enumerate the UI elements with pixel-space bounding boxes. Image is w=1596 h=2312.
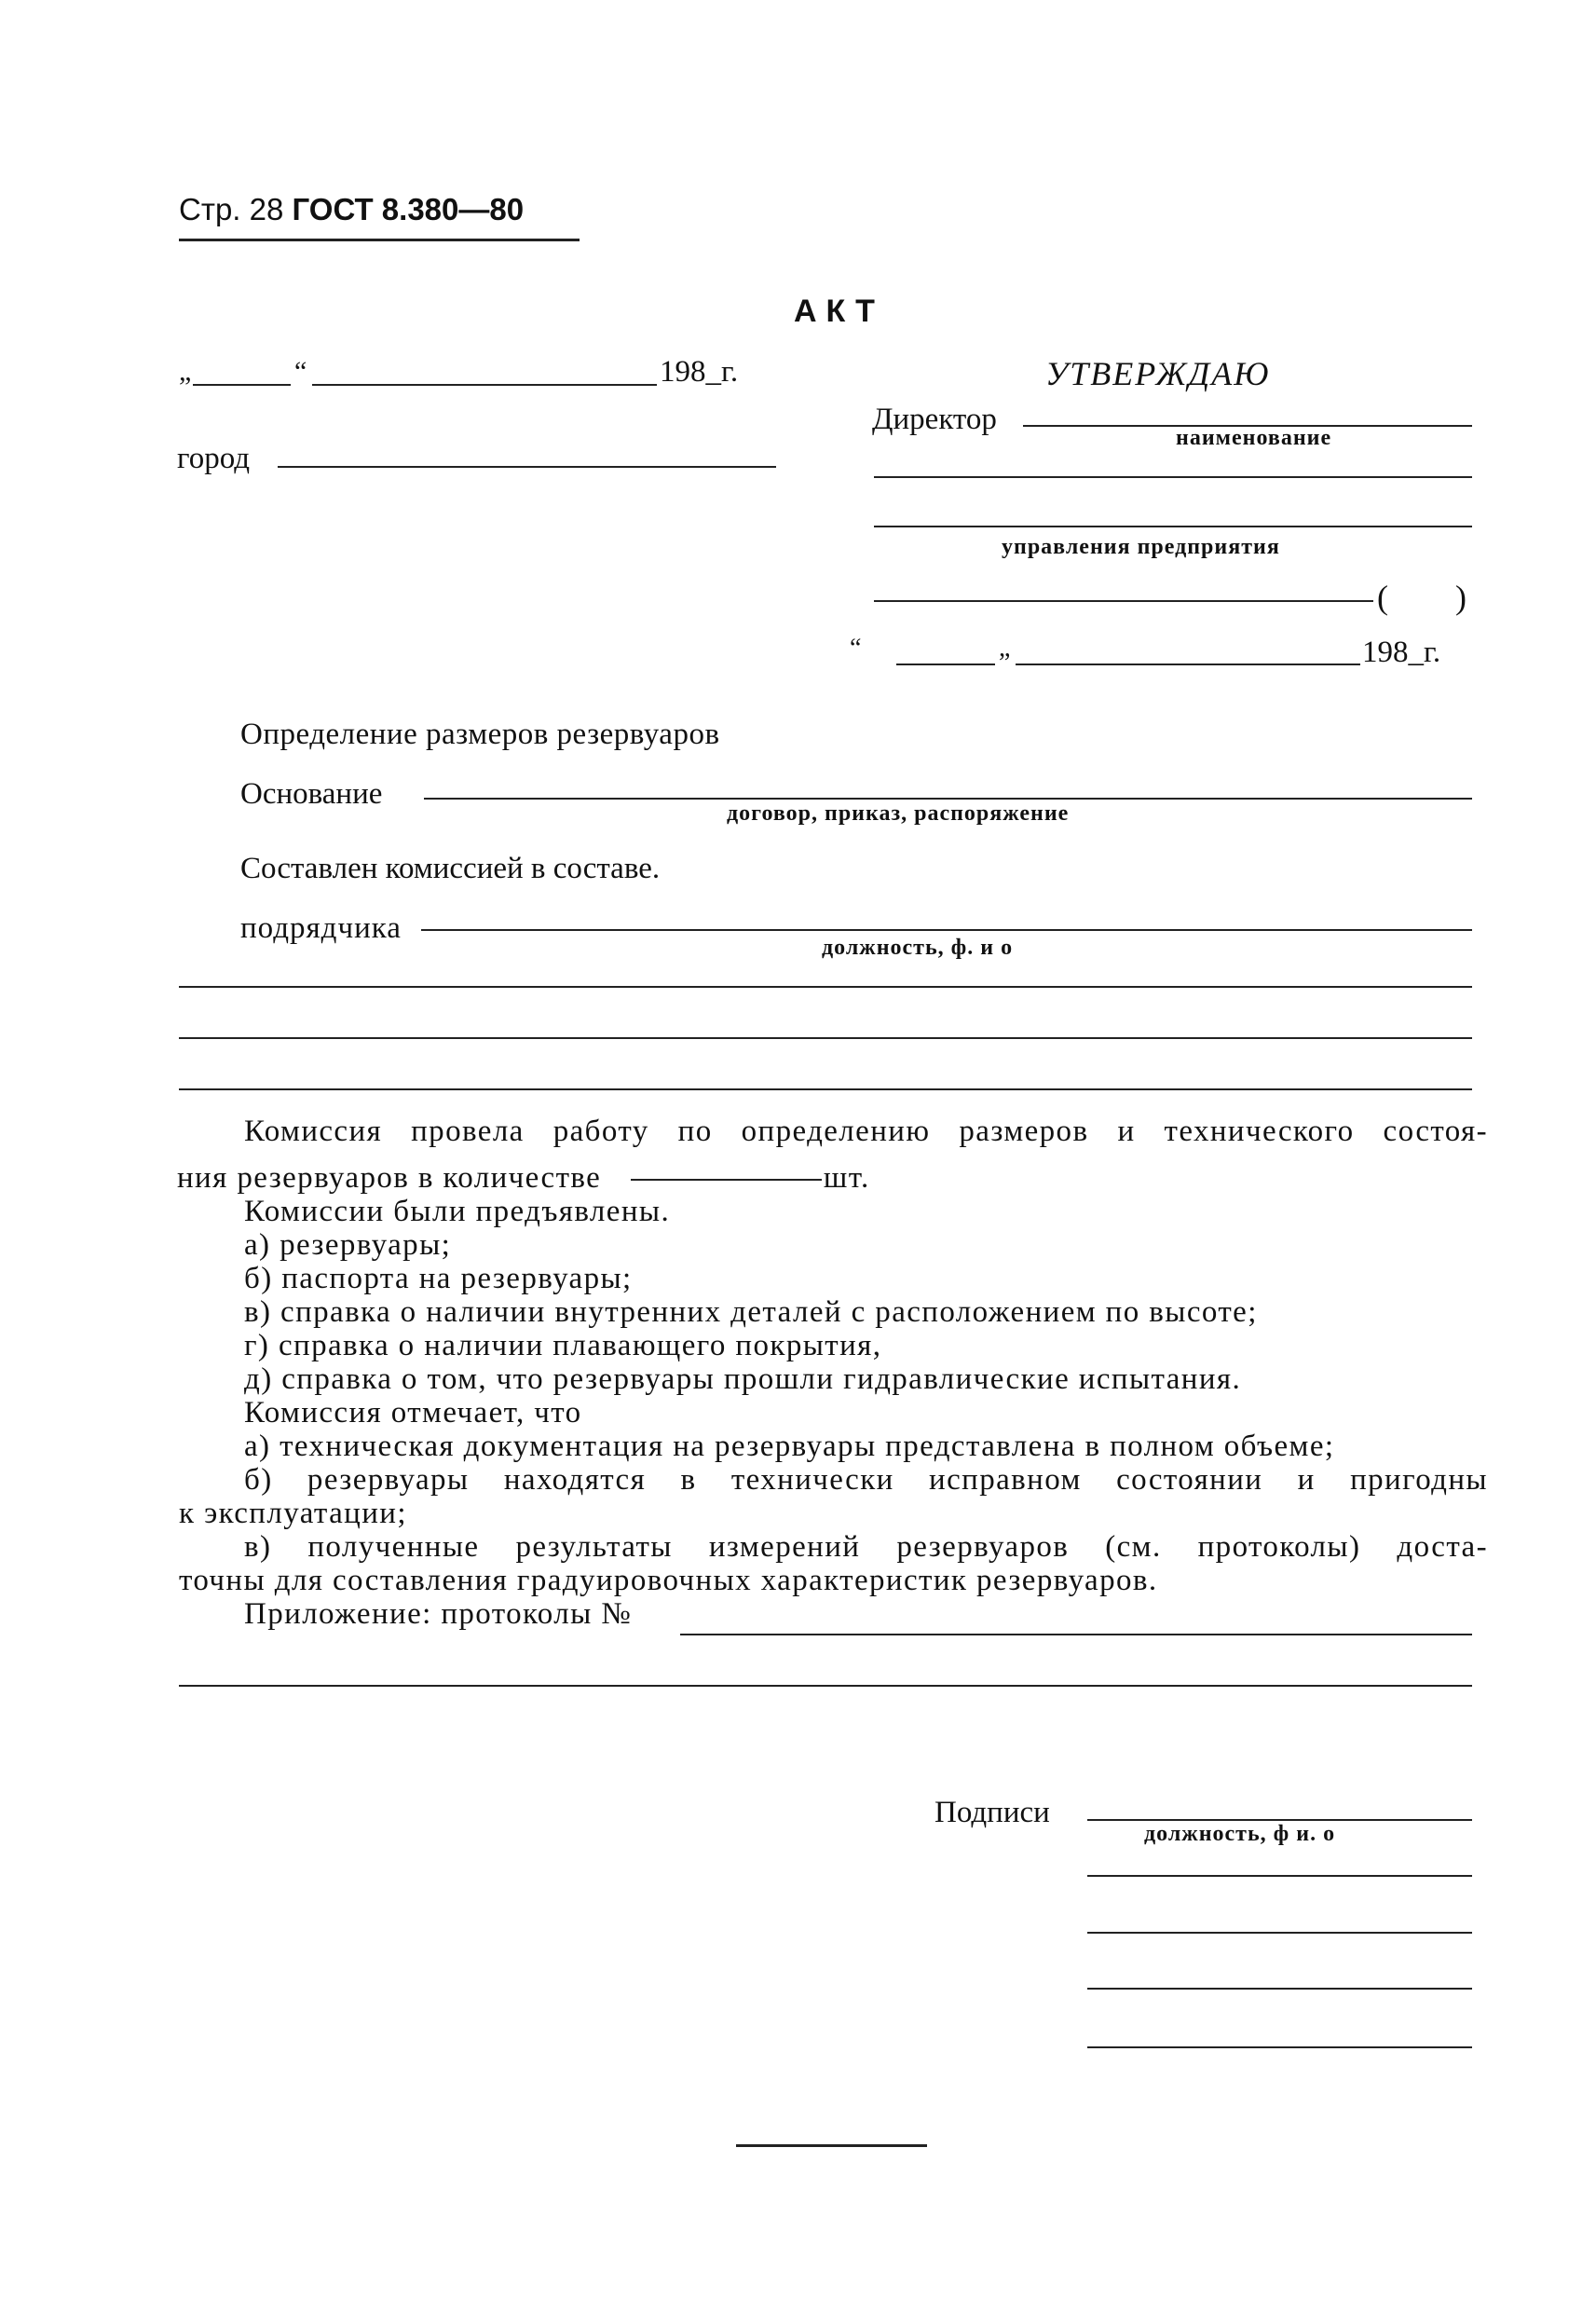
paren-open: ( xyxy=(1377,579,1388,616)
header-underline xyxy=(179,239,580,241)
signature-line-2[interactable] xyxy=(1087,1875,1472,1877)
presented-item-c: в) справка о наличии внутренних деталей с расположением по высоте; xyxy=(244,1295,1258,1329)
approve-date-year: 198_г. xyxy=(1362,636,1441,669)
date-open-quote: „ xyxy=(179,356,192,387)
signature-line-5[interactable] xyxy=(1087,2046,1472,2048)
note-c-line-2: точны для составления градуировочных характеристик резервуаров. xyxy=(179,1564,1158,1597)
director-label: Директор xyxy=(872,403,997,436)
city-line[interactable] xyxy=(278,466,776,468)
signature-line[interactable] xyxy=(874,600,1373,602)
signature-line-3[interactable] xyxy=(1087,1932,1472,1934)
body-line-1: Комиссия провела работу по определению размеров и технического состоя- xyxy=(244,1115,1488,1148)
appendix-label: Приложение: протоколы № xyxy=(244,1597,633,1631)
note-c-line-1: в) полученные результаты измерений резервуаров (см. протоколы) доста- xyxy=(244,1530,1488,1564)
signatures-label: Подписи xyxy=(934,1796,1050,1829)
presented-item-a: а) резервуары; xyxy=(244,1228,452,1262)
commission-line: Составлен комиссией в составе. xyxy=(240,852,661,885)
appendix-line[interactable] xyxy=(680,1634,1472,1635)
note-a: а) техническая документация на резервуары представлена в полном объеме; xyxy=(244,1430,1335,1463)
appendix-line-2[interactable] xyxy=(179,1685,1472,1687)
approve-heading: УТВЕРЖДАЮ xyxy=(1045,355,1271,392)
body-line-2 xyxy=(177,1161,1488,1195)
count-blank[interactable] xyxy=(631,1179,822,1181)
basis-line[interactable] xyxy=(424,798,1472,800)
presented-item-e: д) справка о том, что резервуары прошли гидравлические испытания. xyxy=(244,1362,1242,1396)
date-close-quote: “ xyxy=(294,356,307,387)
approve-date-open-quote: “ xyxy=(850,634,862,663)
appendix-row xyxy=(179,1597,1488,1631)
presented-item-b: б) паспорта на резервуары; xyxy=(244,1262,633,1295)
basis-caption: договор, приказ, распоряжение xyxy=(727,801,1070,826)
date-year: 198_г. xyxy=(660,355,739,389)
contractor-line-2[interactable] xyxy=(179,986,1472,988)
subject-line: Определение размеров резервуаров xyxy=(240,718,720,751)
page-header xyxy=(179,192,524,227)
note-b-line-2: к эксплуатации; xyxy=(179,1497,407,1530)
standard-code: ГОСТ 8.380—80 xyxy=(292,192,525,226)
caption-name: наименование xyxy=(1176,426,1332,450)
contractor-line[interactable] xyxy=(421,929,1472,931)
signature-line-1[interactable] xyxy=(1087,1819,1472,1821)
note-b-line-1: б) резервуары находятся в технически исправном состоянии и пригодны xyxy=(244,1463,1488,1497)
contractor-line-4[interactable] xyxy=(179,1088,1472,1090)
approve-date-month-line[interactable] xyxy=(1016,664,1360,665)
presented-heading: Комиссии были предъявлены. xyxy=(244,1195,671,1228)
org-line-1[interactable] xyxy=(874,476,1472,478)
city-label: город xyxy=(177,442,251,475)
caption-org: управления предприятия xyxy=(1002,535,1280,559)
contractor-caption: должность, ф. и о xyxy=(822,936,1014,960)
signature-line-4[interactable] xyxy=(1087,1988,1472,1990)
signatures-caption: должность, ф и. о xyxy=(1144,1822,1336,1846)
notes-heading: Комиссия отмечает, что xyxy=(244,1396,582,1430)
presented-item-d: г) справка о наличии плавающего покрытия, xyxy=(244,1329,882,1362)
org-line-2[interactable] xyxy=(874,526,1472,527)
closing-rule xyxy=(736,2144,927,2147)
page-number: Стр. 28 xyxy=(179,192,284,226)
approve-date-day-line[interactable] xyxy=(896,664,995,665)
count-prefix: ния резервуаров в количестве xyxy=(177,1161,602,1195)
paren-close: ) xyxy=(1455,579,1466,616)
date-month-line[interactable] xyxy=(312,384,657,386)
count-suffix: шт. xyxy=(823,1161,870,1195)
date-day-line[interactable] xyxy=(193,384,291,386)
approve-date-close-quote: „ xyxy=(999,634,1011,663)
contractor-label: подрядчика xyxy=(240,911,402,945)
contractor-line-3[interactable] xyxy=(179,1037,1472,1039)
document-title: АКТ xyxy=(794,294,884,329)
basis-label: Основание xyxy=(240,777,383,811)
body-paragraph xyxy=(179,1115,1488,1631)
